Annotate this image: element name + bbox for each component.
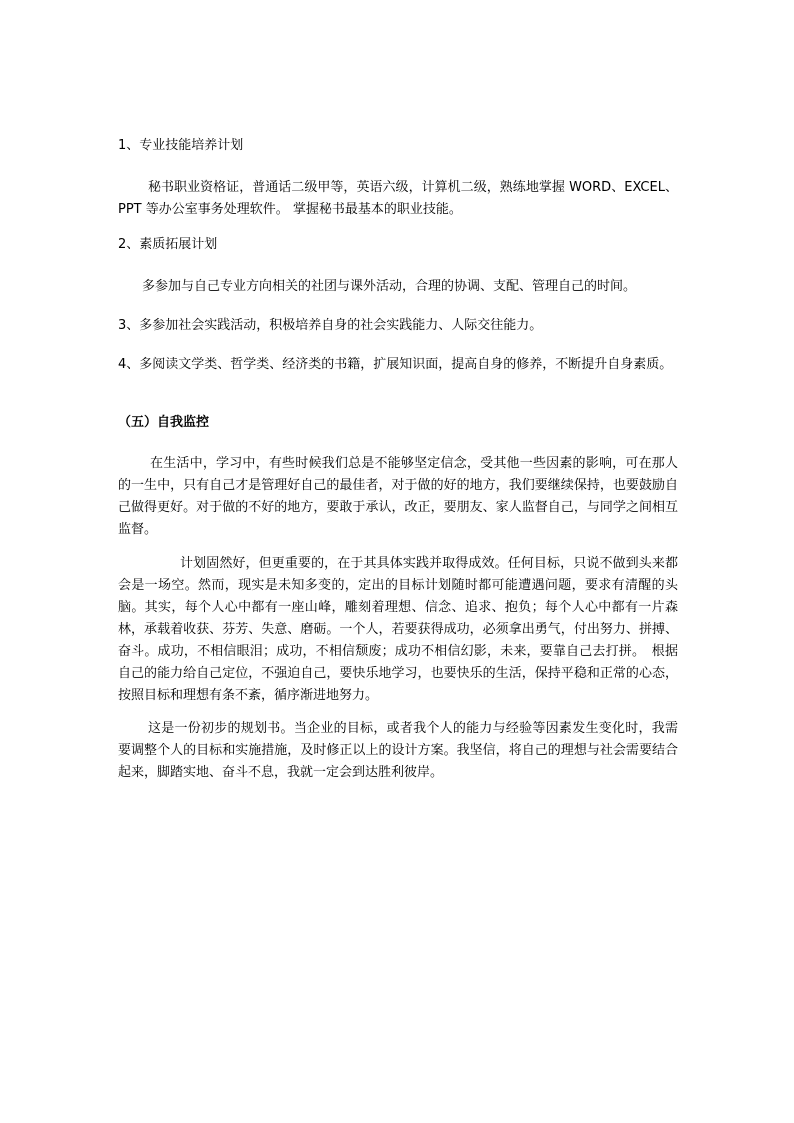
- item-quality-plan-heading: 2、素质拓展计划: [118, 237, 218, 252]
- item-quality-plan-body: 多参加与自己专业方向相关的社团与课外活动，合理的协调、支配、管理自己的时间。: [142, 279, 637, 294]
- paragraph-conclusion: 这是一份初步的规划书。当企业的目标，或者我个人的能力与经验等因素发生变化时，我需要调整个人的目标和实施措施，及时修正以上的设计方案。我坚信，将自己的理想与社会需要结合起来，脚踏实地、奋斗不息，我就一定会到达胜利彼岸。: [118, 721, 678, 780]
- item-reading: 4、多阅读文学类、哲学类、经济类的书籍，扩展知识面，提高自身的修养，不断提升自身素质。: [118, 357, 673, 372]
- item-skill-plan-heading: 1、专业技能培养计划: [118, 138, 244, 153]
- item-skill-plan-body: 秘书职业资格证，普通话二级甲等，英语六级，计算机二级，熟练地掌握 WORD、EXCEL、PPT 等办公室事务处理软件。 掌握秘书最基本的职业技能。: [118, 180, 678, 217]
- section-title: （五）自我监控: [118, 415, 210, 430]
- paragraph-self-monitoring: 在生活中，学习中，有些时候我们总是不能够坚定信念，受其他一些因素的影响，可在那人的一生中，只有自己才是管理好自己的最佳者，对于做的好的地方，我们要继续保持，也要鼓励自己做得更好。对于做的不好的地方，要敢于承认，改正，要朋友、家人监督自己，与同学之间相互监督。: [118, 456, 678, 537]
- paragraph-practice: 计划固然好，但更重要的，在于其具体实践并取得成效。任何目标，只说不做到头来都会是一场空。然而，现实是未知多变的，定出的目标计划随时都可能遭遇问题，要求有清醒的头脑。其实，每个人心中都有一座山峰，雕刻着理想、信念、追求、抱负；每个人心中都有一片森林，承载着收获、芬芳、失意、磨砺。一个人，若要获得成功，必须拿出勇气，付出努力、拼搏、奋斗。成功，不相信眼泪；成功，不相信颓废；成功不相信幻影，未来，要靠自己去打拼。 根据自己的能力给自己定位，不强迫自己，要快乐地学习，也要快乐的生活，保持平稳和正常的心态，按照目标和理想有条不紊，循序渐进地努力。: [118, 556, 678, 703]
- item-social-practice: 3、多参加社会实践活动，积极培养自身的社会实践能力、人际交往能力。: [118, 318, 543, 333]
